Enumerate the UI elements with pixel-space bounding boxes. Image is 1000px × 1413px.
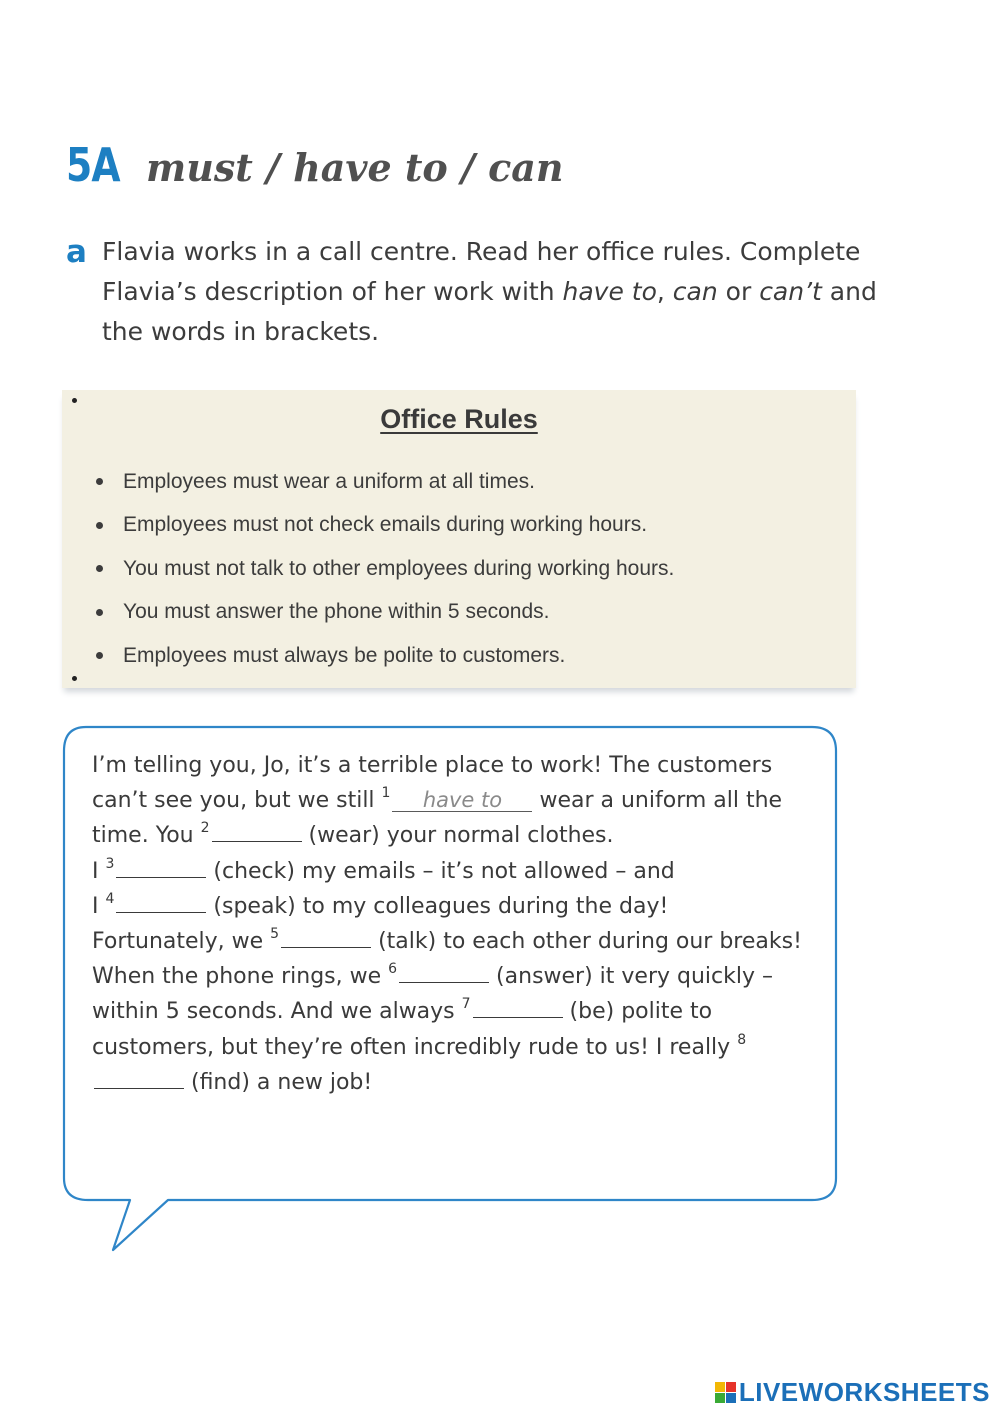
sentence-text: (be) polite to customers, but they’re often incredibly rude to us! I really xyxy=(92,999,738,1060)
gap-number: 2 xyxy=(200,820,210,837)
sentence-text: I’m telling you, Jo, it’s a terrible place to work! The customers can’t see you, but we still xyxy=(92,753,773,814)
gap-5-input[interactable] xyxy=(281,927,371,948)
sentence-text: (answer) it very quickly – within 5 seconds. And we always xyxy=(92,964,773,1025)
gap-3-input[interactable] xyxy=(116,857,206,878)
gap-number: 5 xyxy=(270,926,280,943)
sentence-text: (wear) your normal clothes. xyxy=(301,823,614,849)
sentence-text: (talk) to each other during our breaks! xyxy=(371,929,802,955)
exercise-letter: a xyxy=(66,234,87,270)
gap-6-input[interactable] xyxy=(399,962,489,983)
liveworksheets-logo-text: LIVEWORKSHEETS xyxy=(738,1377,990,1407)
exercise-paragraph xyxy=(92,924,822,959)
sentence-text: I xyxy=(92,858,106,884)
gap-1-answer[interactable]: have to xyxy=(392,789,532,812)
instruction-comma: , xyxy=(656,277,673,306)
liveworksheets-logo-icon xyxy=(715,1382,736,1403)
exercise-paragraph xyxy=(92,854,822,924)
section-number: 5A xyxy=(66,138,120,192)
liveworksheets-logo xyxy=(715,1377,990,1408)
gap-number: 6 xyxy=(388,961,398,978)
gap-4-input[interactable] xyxy=(116,892,206,913)
rule-text: You must answer the phone within 5 seconds. xyxy=(123,600,550,624)
exercise-text xyxy=(92,748,822,1100)
exercise-paragraph xyxy=(92,959,822,1100)
gap-number: 3 xyxy=(105,855,115,872)
instruction-have-to: have to xyxy=(562,277,657,306)
sentence-text: When the phone rings, we xyxy=(92,964,389,990)
section-title: must / have to / can xyxy=(146,145,564,190)
sentence-text: (find) a new job! xyxy=(184,1069,373,1095)
gap-number: 1 xyxy=(381,785,391,802)
rule-text: Employees must not check emails during working hours. xyxy=(123,513,648,537)
rule-text: You must not talk to other employees during working hours. xyxy=(123,556,675,580)
sentence-text: I xyxy=(92,893,106,919)
gap-number: 7 xyxy=(461,996,471,1013)
instruction-part1: Flavia works in a call centre. Read her office rules. Complete Flavia’s description of her work with xyxy=(102,237,861,306)
sentence-text: (check) my emails – it’s not allowed – and xyxy=(206,858,675,884)
gap-2-input[interactable] xyxy=(212,821,302,842)
instruction-part2: and the words in brackets. xyxy=(102,277,877,346)
gap-number: 4 xyxy=(105,890,115,907)
instruction-or: or xyxy=(717,277,760,306)
rule-text: Employees must wear a uniform at all times. xyxy=(123,469,535,493)
sentence-text: wear a uniform all the time. You xyxy=(92,788,783,849)
gap-7-input[interactable] xyxy=(473,997,563,1018)
instruction-cant: can’t xyxy=(759,277,822,306)
gap-number: 8 xyxy=(737,1031,747,1048)
gap-8-input[interactable] xyxy=(94,1068,184,1089)
instruction-can: can xyxy=(672,277,718,306)
office-rules-title: Office Rules xyxy=(380,404,538,434)
exercise-paragraph xyxy=(92,748,822,854)
rule-text: Employees must always be polite to customers. xyxy=(123,643,566,667)
sentence-text: Fortunately, we xyxy=(92,929,271,955)
sentence-text: (speak) to my colleagues during the day! xyxy=(206,893,669,919)
